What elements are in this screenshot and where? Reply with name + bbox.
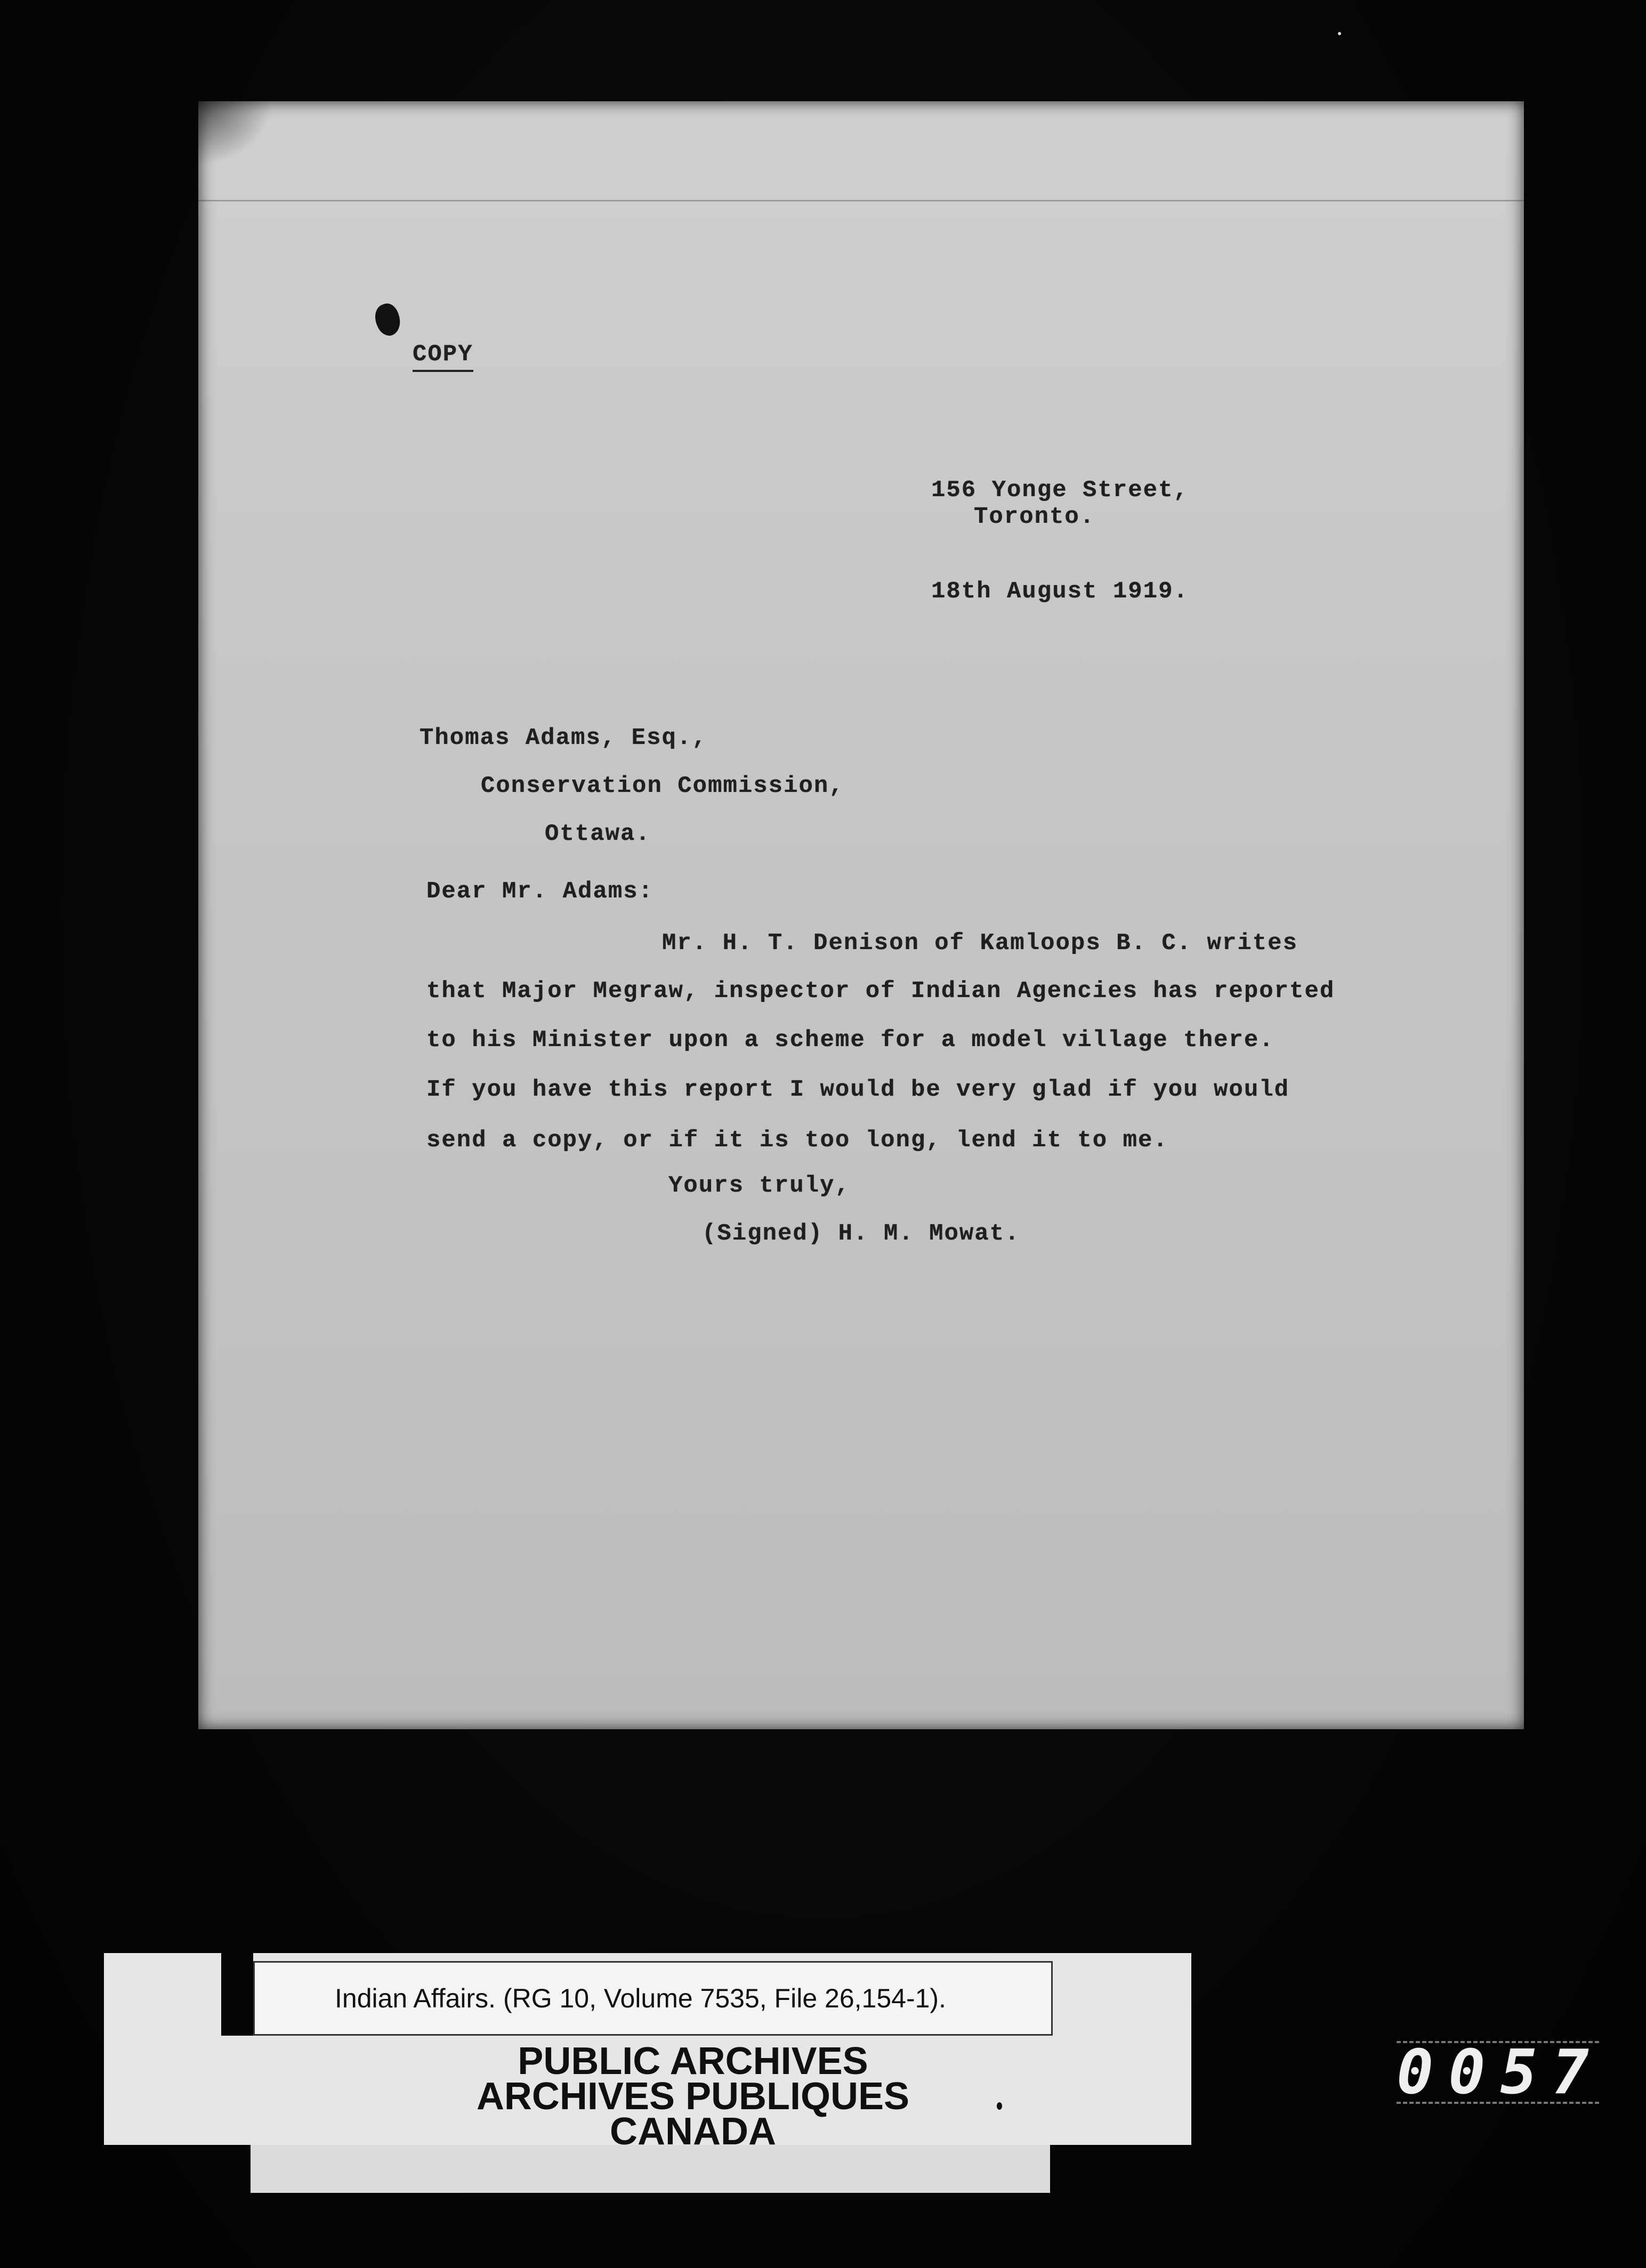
recipient-city: Ottawa. [545,821,651,847]
body-line: Mr. H. T. Denison of Kamloops B. C. writes [662,930,1298,957]
page-corner-shadow [198,101,273,165]
closing: Yours truly, [668,1172,850,1199]
dust-speck [1338,32,1341,35]
fold-line [198,200,1524,201]
salutation: Dear Mr. Adams: [426,878,654,905]
archives-stamp [320,2040,1066,2153]
recipient-organization: Conservation Commission, [481,773,844,799]
body-line: that Major Megraw, inspector of Indian Agencies has reported [426,978,1335,1005]
sender-address-city: Toronto. [974,504,1095,530]
body-line: send a copy, or if it is too long, lend it to me. [426,1127,1168,1154]
archives-line-2: ARCHIVES PUBLIQUES [476,2075,910,2118]
letter-date: 18th August 1919. [931,578,1189,605]
signature: (Signed) H. M. Mowat. [702,1220,1020,1247]
body-line: If you have this report I would be very glad if you would [426,1076,1290,1103]
label-notch [221,1953,253,2036]
recipient-name: Thomas Adams, Esq., [419,725,707,751]
dust-speck [997,2102,1002,2110]
frame-number: 0057 [1397,2037,1604,2108]
ink-blot [371,301,405,339]
sender-address-street: 156 Yonge Street, [931,477,1189,504]
archive-reference-box [253,1961,1053,2036]
archive-reference: Indian Affairs. (RG 10, Volume 7535, File 26,154-1). [335,1983,946,2013]
body-line: to his Minister upon a scheme for a model village there. [426,1027,1274,1054]
archives-line-3: CANADA [610,2110,776,2153]
archives-line-1: PUBLIC ARCHIVES [518,2040,868,2083]
letter-page [198,101,1524,1729]
copy-label: COPY [413,341,473,372]
